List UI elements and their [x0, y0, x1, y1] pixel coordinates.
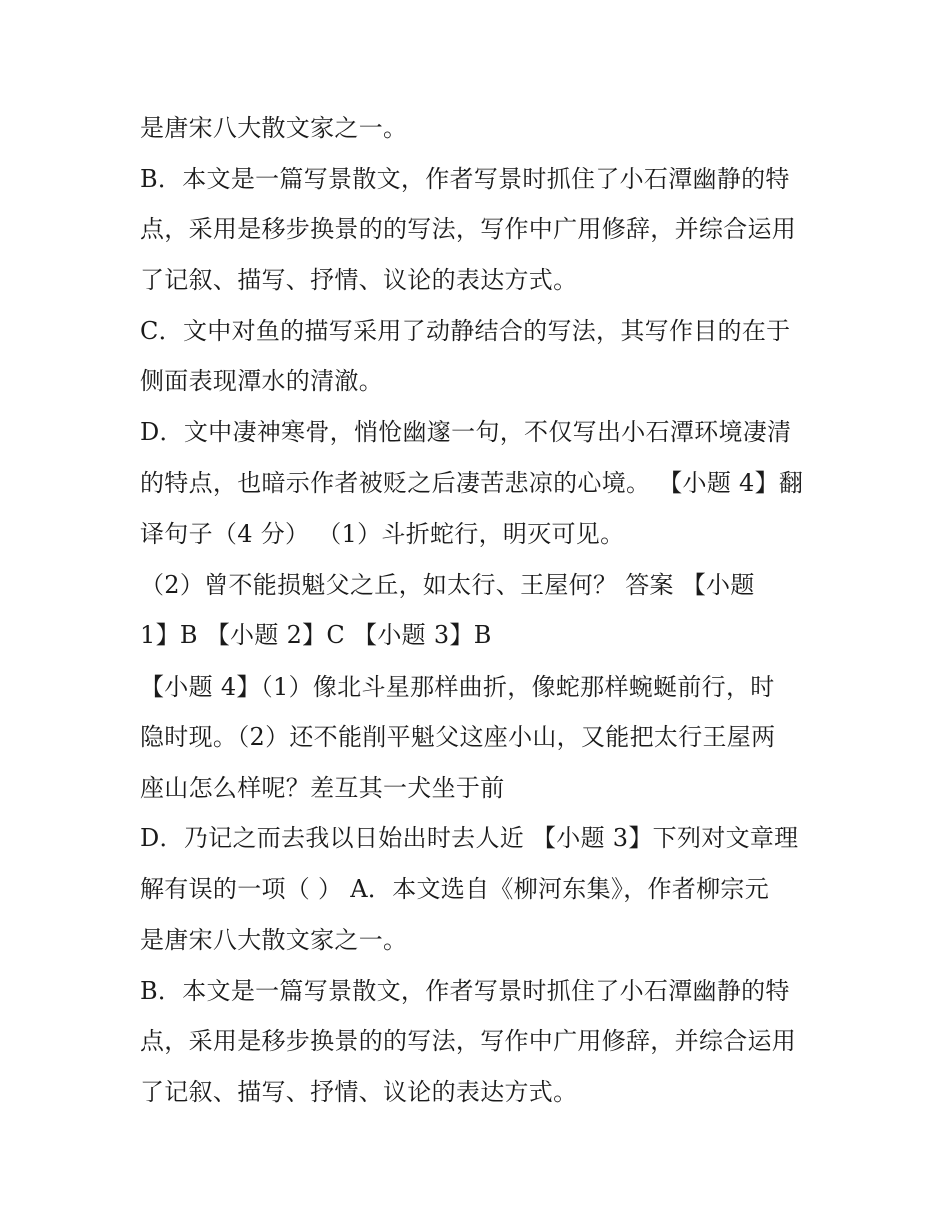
text-line: 隐时现。（2）还不能削平魁父这座小山，又能把太行王屋两 — [140, 723, 776, 751]
text-line: D．文中凄神寒骨，悄怆幽邃一句，不仅写出小石潭环境凄清 — [140, 418, 792, 446]
text-line: B．本文是一篇写景散文，作者写景时抓住了小石潭幽静的特 — [140, 977, 790, 1005]
text-line: 点，采用是移步换景的的写法，写作中广用修辞，并综合运用 — [140, 1027, 797, 1055]
text-line: D．乃记之而去我以日始出时去人近 【小题 3】下列对文章理 — [140, 824, 799, 852]
text-line: 了记叙、描写、抒情、议论的表达方式。 — [140, 1078, 578, 1106]
text-line: 了记叙、描写、抒情、议论的表达方式。 — [140, 266, 578, 294]
text-line: 点，采用是移步换景的的写法，写作中广用修辞，并综合运用 — [140, 215, 797, 243]
text-line: 侧面表现潭水的清澈。 — [140, 367, 383, 395]
text-line: 解有误的一项（ ） A．本文选自《柳河东集》，作者柳宗元 — [140, 875, 769, 903]
text-line: C．文中对鱼的描写采用了动静结合的写法，其写作目的在于 — [140, 317, 791, 345]
text-line: 是唐宋八大散文家之一。 — [140, 114, 408, 142]
text-line: 的特点，也暗示作者被贬之后凄苦悲凉的心境。 【小题 4】翻 — [140, 469, 804, 497]
text-line: （2）曾不能损魁父之丘，如太行、王屋何？ 答案 【小题 — [140, 571, 755, 599]
text-line: 1】B 【小题 2】C 【小题 3】B — [140, 621, 492, 649]
text-line: 【小题 4】（1）像北斗星那样曲折，像蛇那样蜿蜒前行，时 — [140, 673, 775, 701]
text-line: 座山怎么样呢？差互其一犬坐于前 — [140, 774, 505, 802]
text-line: 译句子（4 分） （1）斗折蛇行，明灭可见。 — [140, 520, 625, 548]
text-line: B．本文是一篇写景散文，作者写景时抓住了小石潭幽静的特 — [140, 165, 790, 193]
text-line: 是唐宋八大散文家之一。 — [140, 926, 408, 954]
